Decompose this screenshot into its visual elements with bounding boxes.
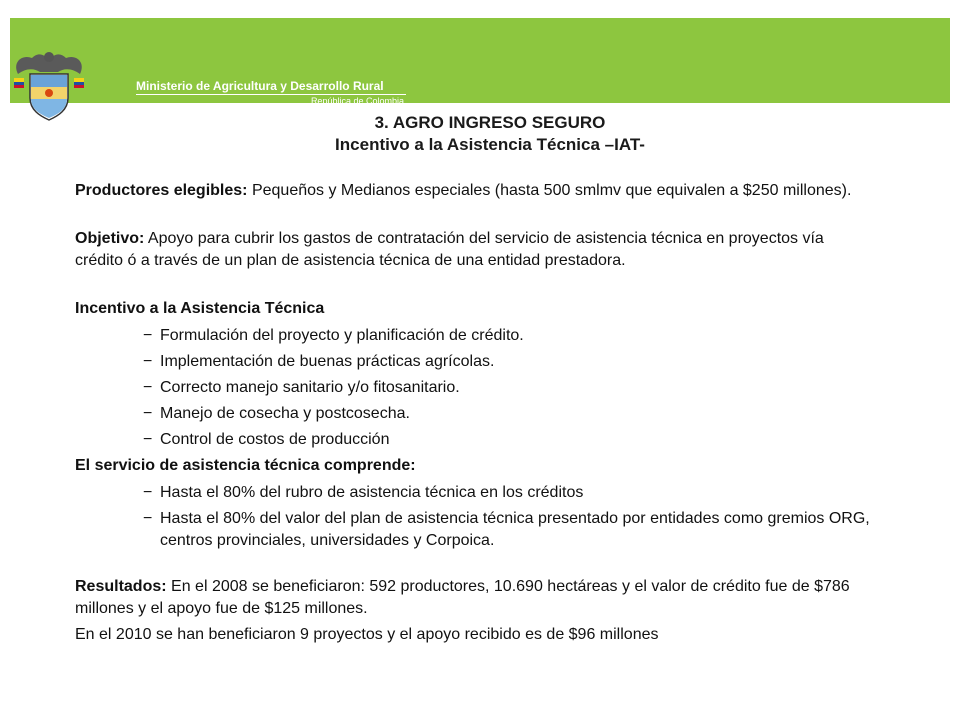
servicio-heading: El servicio de asistencia técnica comprende: — [75, 457, 416, 474]
slide-title — [190, 112, 790, 156]
resultados-paragraph — [75, 576, 875, 620]
resultados-2010: En el 2010 se han beneficiaron 9 proyectos y el apoyo recibido es de $96 millones — [75, 626, 659, 643]
title-line-2: Incentivo a la Asistencia Técnica –IAT- — [335, 135, 645, 154]
list-item: − Control de costos de producción — [160, 429, 875, 451]
list-item: − Correcto manejo sanitario y/o fitosanitario. — [160, 377, 875, 399]
objetivo-label: Objetivo: — [75, 230, 145, 247]
list-item: − Implementación de buenas prácticas agrícolas. — [160, 351, 875, 373]
productores-label: Productores elegibles: — [75, 182, 248, 199]
slide-content — [75, 180, 875, 646]
list-item: − Hasta el 80% del rubro de asistencia técnica en los créditos — [160, 482, 875, 504]
title-line-1: 3. AGRO INGRESO SEGURO — [374, 113, 606, 132]
objetivo-paragraph — [75, 228, 875, 272]
colombia-coat-of-arms-logo — [8, 48, 98, 136]
list-item: − Formulación del proyecto y planificación de crédito. — [160, 325, 875, 347]
servicio-list — [75, 482, 875, 552]
productores-paragraph — [75, 180, 875, 202]
incentivo-heading: Incentivo a la Asistencia Técnica — [75, 300, 325, 317]
resultados-text: En el 2008 se beneficiaron: 592 productores, 10.690 hectáreas y el valor de crédito fue de $786 millones y el apoyo fue de $125 millones. — [75, 578, 850, 617]
header-divider — [136, 94, 406, 95]
republic-name: República de Colombia — [310, 96, 404, 106]
objetivo-text: Apoyo para cubrir los gastos de contratación del servicio de asistencia técnica en proyectos vía crédito ó a través de un plan de asistencia técnica de una entidad prestadora. — [75, 230, 824, 269]
list-item: − Manejo de cosecha y postcosecha. — [160, 403, 875, 425]
incentivo-list — [75, 325, 875, 451]
resultados-label: Resultados: — [75, 578, 167, 595]
ministry-name: Ministerio de Agricultura y Desarrollo Rural — [136, 79, 384, 93]
motto-text: Libertad y Orden — [10, 124, 98, 135]
productores-text: Pequeños y Medianos especiales (hasta 500 smlmv que equivalen a $250 millones). — [247, 182, 852, 199]
list-item: − Hasta el 80% del valor del plan de asistencia técnica presentado por entidades como gremios ORG, centros provinciales, universidades y Corpoica. — [160, 508, 875, 552]
